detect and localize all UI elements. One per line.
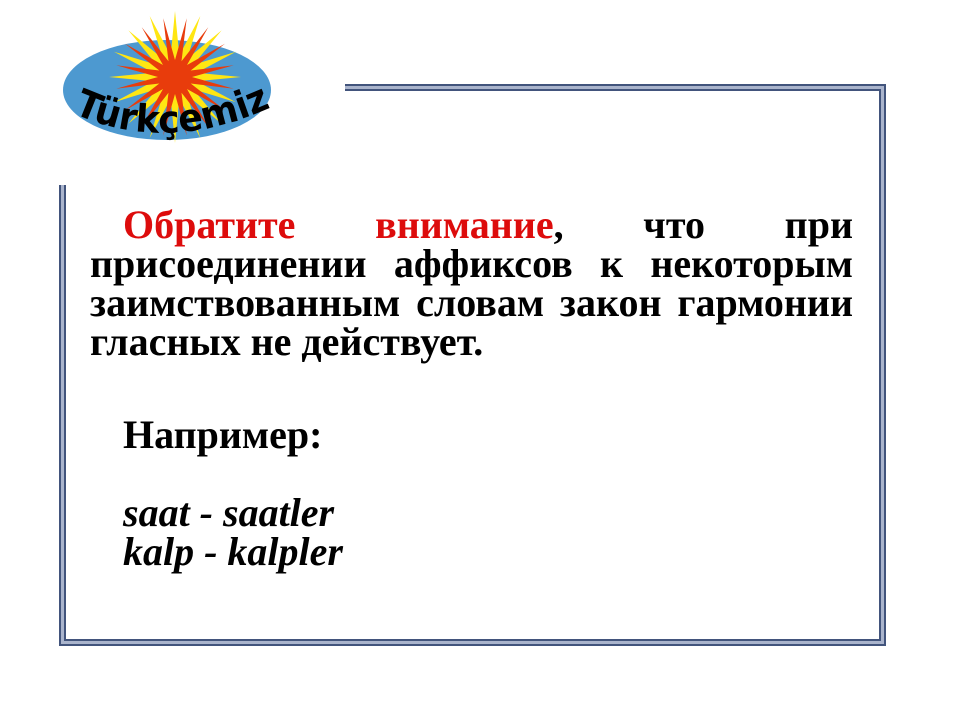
example-item: kalp - kalpler <box>123 529 343 574</box>
turkcemiz-logo <box>55 5 305 185</box>
paragraph-line-4: гласных не действует. <box>90 319 484 364</box>
logo <box>30 4 345 185</box>
logo-text: Türkçemiz <box>69 74 276 143</box>
slide-text-block <box>90 202 853 574</box>
paragraph-line-1 <box>90 202 853 247</box>
example-item: saat - saatler <box>123 490 335 535</box>
paragraph-line-1-rest: , что при <box>553 202 853 247</box>
paragraph-line-3: заимствованным словам закон гармонии <box>90 280 853 325</box>
example-heading: Например: <box>123 412 323 457</box>
paragraph-line-2: присоединении аффиксов к некоторым <box>90 241 853 286</box>
emphasis-text: Обратите внимание <box>123 202 554 247</box>
